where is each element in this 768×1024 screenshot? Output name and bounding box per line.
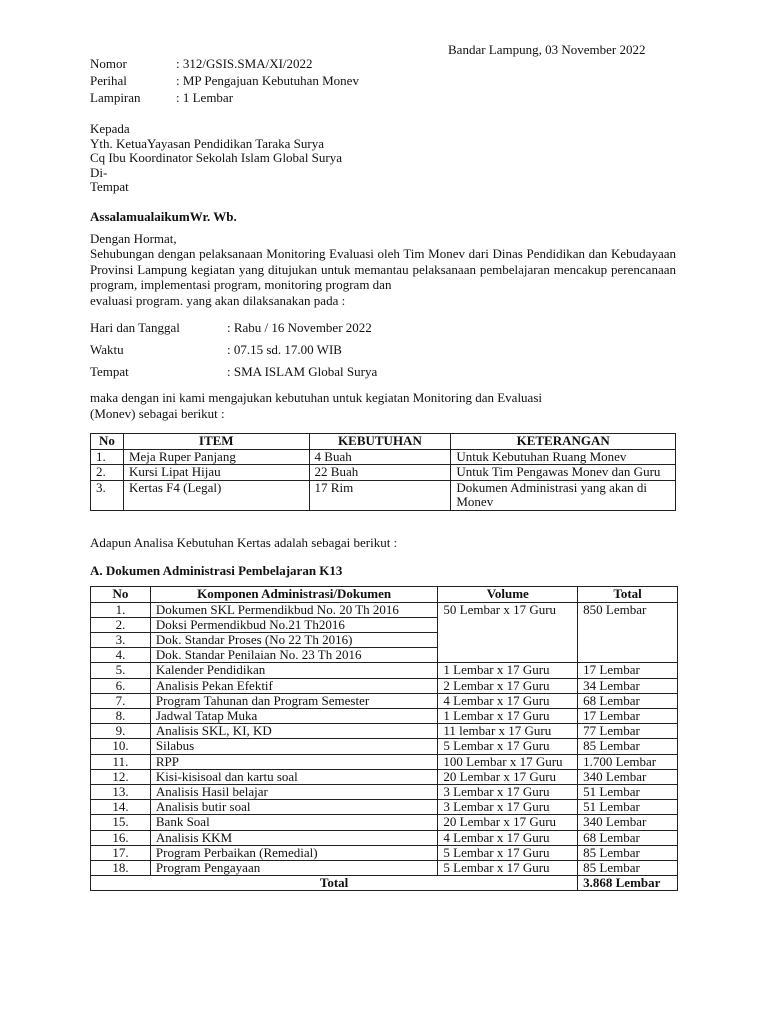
cell-komponen: Program Tahunan dan Program Semester: [150, 693, 438, 708]
table-header-row: [91, 587, 678, 603]
cell-no: 14.: [91, 800, 151, 815]
cell-komponen: Bank Soal: [150, 815, 438, 830]
header-no: No: [91, 434, 124, 450]
cell-volume: 4 Lembar x 17 Guru: [438, 830, 578, 845]
section-title: A. Dokumen Administrasi Pembelajaran K13: [90, 563, 343, 578]
table-row: [91, 800, 678, 815]
cell-total-group: 850 Lembar: [578, 602, 678, 663]
table-row: [91, 480, 676, 510]
cell-volume: 1 Lembar x 17 Guru: [438, 663, 578, 678]
needs-table: [90, 433, 676, 511]
paragraph-line: (Monev) sebagai berikut :: [90, 406, 225, 421]
table-row: [91, 449, 676, 465]
table-row: [91, 815, 678, 830]
cell-no: 1.: [91, 602, 151, 617]
cell-kebutuhan: 17 Rim: [309, 480, 451, 510]
cell-volume: 3 Lembar x 17 Guru: [438, 784, 578, 799]
intro-paragraph: [90, 246, 676, 308]
table-row: [91, 693, 678, 708]
cell-item: Kertas F4 (Legal): [123, 480, 309, 510]
cell-volume: 20 Lembar x 17 Guru: [438, 769, 578, 784]
header-keterangan: KETERANGAN: [451, 434, 676, 450]
cell-total: 17 Lembar: [578, 708, 678, 723]
cell-no: 4.: [91, 648, 151, 663]
table-row: [91, 708, 678, 723]
meta-label: Nomor: [90, 56, 127, 71]
cell-total: 34 Lembar: [578, 678, 678, 693]
request-paragraph: [90, 390, 676, 422]
table-row: [91, 769, 678, 784]
meta-label: Perihal: [90, 73, 127, 88]
cell-komponen: Dokumen SKL Permendikbud No. 20 Th 2016: [150, 602, 438, 617]
cell-total: 340 Lembar: [578, 815, 678, 830]
cell-total: 1.700 Lembar: [578, 754, 678, 769]
cell-komponen: Analisis KKM: [150, 830, 438, 845]
cell-no: 11.: [91, 754, 151, 769]
cell-item: Meja Ruper Panjang: [123, 449, 309, 465]
cell-komponen: Analisis SKL, KI, KD: [150, 724, 438, 739]
paragraph-last-line: evaluasi program. yang akan dilaksanakan pada :: [90, 292, 346, 308]
table-row: [91, 739, 678, 754]
recipient-line: Cq Ibu Koordinator Sekolah Islam Global Surya: [90, 150, 343, 165]
cell-kebutuhan: 22 Buah: [309, 465, 451, 481]
cell-no: 3.: [91, 480, 124, 510]
recipient-block: [90, 122, 342, 195]
cell-komponen: Silabus: [150, 739, 438, 754]
cell-komponen: RPP: [150, 754, 438, 769]
table-row: [91, 784, 678, 799]
cell-volume: 20 Lembar x 17 Guru: [438, 815, 578, 830]
meta-value: : 312/GSIS.SMA/XI/2022: [176, 56, 313, 71]
cell-volume: 5 Lembar x 17 Guru: [438, 860, 578, 875]
analysis-table: [90, 586, 678, 891]
cell-volume: 3 Lembar x 17 Guru: [438, 800, 578, 815]
table-row: [91, 830, 678, 845]
table-row: [91, 663, 678, 678]
meta-lampiran: [90, 90, 650, 106]
cell-no: 10.: [91, 739, 151, 754]
header-item: ITEM: [123, 434, 309, 450]
table-row: [91, 724, 678, 739]
cell-komponen: Analisis Hasil belajar: [150, 784, 438, 799]
recipient-line: Tempat: [90, 179, 129, 194]
greeting: Dengan Hormat,: [90, 231, 177, 246]
cell-no: 7.: [91, 693, 151, 708]
cell-volume: 5 Lembar x 17 Guru: [438, 739, 578, 754]
detail-value: : SMA ISLAM Global Surya: [227, 364, 378, 379]
header-no: No: [91, 587, 151, 603]
cell-total: 68 Lembar: [578, 693, 678, 708]
detail-label: Waktu: [90, 342, 124, 357]
cell-total: 85 Lembar: [578, 860, 678, 875]
total-row: [91, 876, 678, 891]
table-row: [91, 754, 678, 769]
header-kebutuhan: KEBUTUHAN: [309, 434, 451, 450]
table-row: [91, 845, 678, 860]
cell-no: 9.: [91, 724, 151, 739]
recipient-line: Kepada: [90, 121, 130, 136]
analysis-intro: Adapun Analisa Kebutuhan Kertas adalah sebagai berikut :: [90, 535, 398, 550]
meta-label: Lampiran: [90, 90, 141, 105]
cell-volume-group: 50 Lembar x 17 Guru: [438, 602, 578, 663]
cell-volume: 11 lembar x 17 Guru: [438, 724, 578, 739]
cell-keterangan: Untuk Kebutuhan Ruang Monev: [451, 449, 676, 465]
paragraph-line: maka dengan ini kami mengajukan kebutuhan untuk kegiatan Monitoring dan Evaluasi: [90, 390, 542, 405]
cell-item: Kursi Lipat Hijau: [123, 465, 309, 481]
cell-komponen: Doksi Permendikbud No.21 Th2016: [150, 617, 438, 632]
header-komponen: Komponen Administrasi/Dokumen: [150, 587, 438, 603]
table-row: [91, 465, 676, 481]
detail-waktu: [90, 342, 590, 358]
place-date: Bandar Lampung, 03 November 2022: [448, 42, 646, 57]
cell-komponen: Program Pengayaan: [150, 860, 438, 875]
table-row: [91, 860, 678, 875]
cell-no: 1.: [91, 449, 124, 465]
cell-total: 340 Lembar: [578, 769, 678, 784]
detail-tempat: [90, 364, 590, 380]
cell-no: 8.: [91, 708, 151, 723]
header-total: Total: [578, 587, 678, 603]
cell-no: 3.: [91, 632, 151, 647]
cell-total: 77 Lembar: [578, 724, 678, 739]
cell-volume: 1 Lembar x 17 Guru: [438, 708, 578, 723]
cell-komponen: Program Perbaikan (Remedial): [150, 845, 438, 860]
cell-kebutuhan: 4 Buah: [309, 449, 451, 465]
table-row: [91, 602, 678, 617]
cell-total: 85 Lembar: [578, 739, 678, 754]
paragraph-text: Sehubungan dengan pelaksanaan Monitoring Evaluasi oleh Tim Monev dari Dinas Pendidikan dan Kebudayaan Provinsi Lampung kegiatan yang ditujukan untuk memantau pelaksanaan pembelajaran mencakup perencanaan program, implementasi program, monitoring program dan: [90, 246, 676, 292]
cell-komponen: Dok. Standar Penilaian No. 23 Th 2016: [150, 648, 438, 663]
cell-komponen: Dok. Standar Proses (No 22 Th 2016): [150, 632, 438, 647]
table-row: [91, 678, 678, 693]
cell-no: 2.: [91, 617, 151, 632]
cell-no: 18.: [91, 860, 151, 875]
cell-total: 68 Lembar: [578, 830, 678, 845]
detail-value: : Rabu / 16 November 2022: [227, 320, 372, 335]
cell-no: 2.: [91, 465, 124, 481]
cell-volume: 100 Lembar x 17 Guru: [438, 754, 578, 769]
meta-value: : 1 Lembar: [176, 90, 234, 105]
cell-no: 13.: [91, 784, 151, 799]
detail-label: Tempat: [90, 364, 129, 379]
cell-no: 5.: [91, 663, 151, 678]
recipient-line: Yth. KetuaYayasan Pendidikan Taraka Surya: [90, 135, 325, 151]
cell-total: 51 Lembar: [578, 784, 678, 799]
cell-komponen: Kalender Pendidikan: [150, 663, 438, 678]
cell-volume: 2 Lembar x 17 Guru: [438, 678, 578, 693]
meta-value: : MP Pengajuan Kebutuhan Monev: [176, 73, 359, 88]
cell-komponen: Kisi-kisisoal dan kartu soal: [150, 769, 438, 784]
cell-keterangan: Dokumen Administrasi yang akan di Monev: [451, 480, 676, 510]
cell-total: 17 Lembar: [578, 663, 678, 678]
cell-komponen: Jadwal Tatap Muka: [150, 708, 438, 723]
cell-no: 12.: [91, 769, 151, 784]
cell-no: 15.: [91, 815, 151, 830]
salam: AssalamualaikumWr. Wb.: [90, 209, 237, 224]
total-value: 3.868 Lembar: [578, 876, 678, 891]
cell-keterangan: Untuk Tim Pengawas Monev dan Guru: [451, 465, 676, 481]
cell-no: 6.: [91, 678, 151, 693]
cell-komponen: Analisis butir soal: [150, 800, 438, 815]
cell-volume: 4 Lembar x 17 Guru: [438, 693, 578, 708]
cell-volume: 5 Lembar x 17 Guru: [438, 845, 578, 860]
cell-komponen: Analisis Pekan Efektif: [150, 678, 438, 693]
detail-hari-tanggal: [90, 320, 590, 336]
cell-no: 17.: [91, 845, 151, 860]
cell-total: 51 Lembar: [578, 800, 678, 815]
total-label: Total: [91, 876, 578, 891]
meta-nomor: [90, 56, 650, 72]
detail-value: : 07.15 sd. 17.00 WIB: [227, 342, 342, 357]
cell-no: 16.: [91, 830, 151, 845]
detail-label: Hari dan Tanggal: [90, 320, 180, 335]
header-volume: Volume: [438, 587, 578, 603]
recipient-line: Di-: [90, 164, 108, 180]
table-header-row: [91, 434, 676, 450]
meta-perihal: [90, 73, 650, 89]
cell-total: 85 Lembar: [578, 845, 678, 860]
